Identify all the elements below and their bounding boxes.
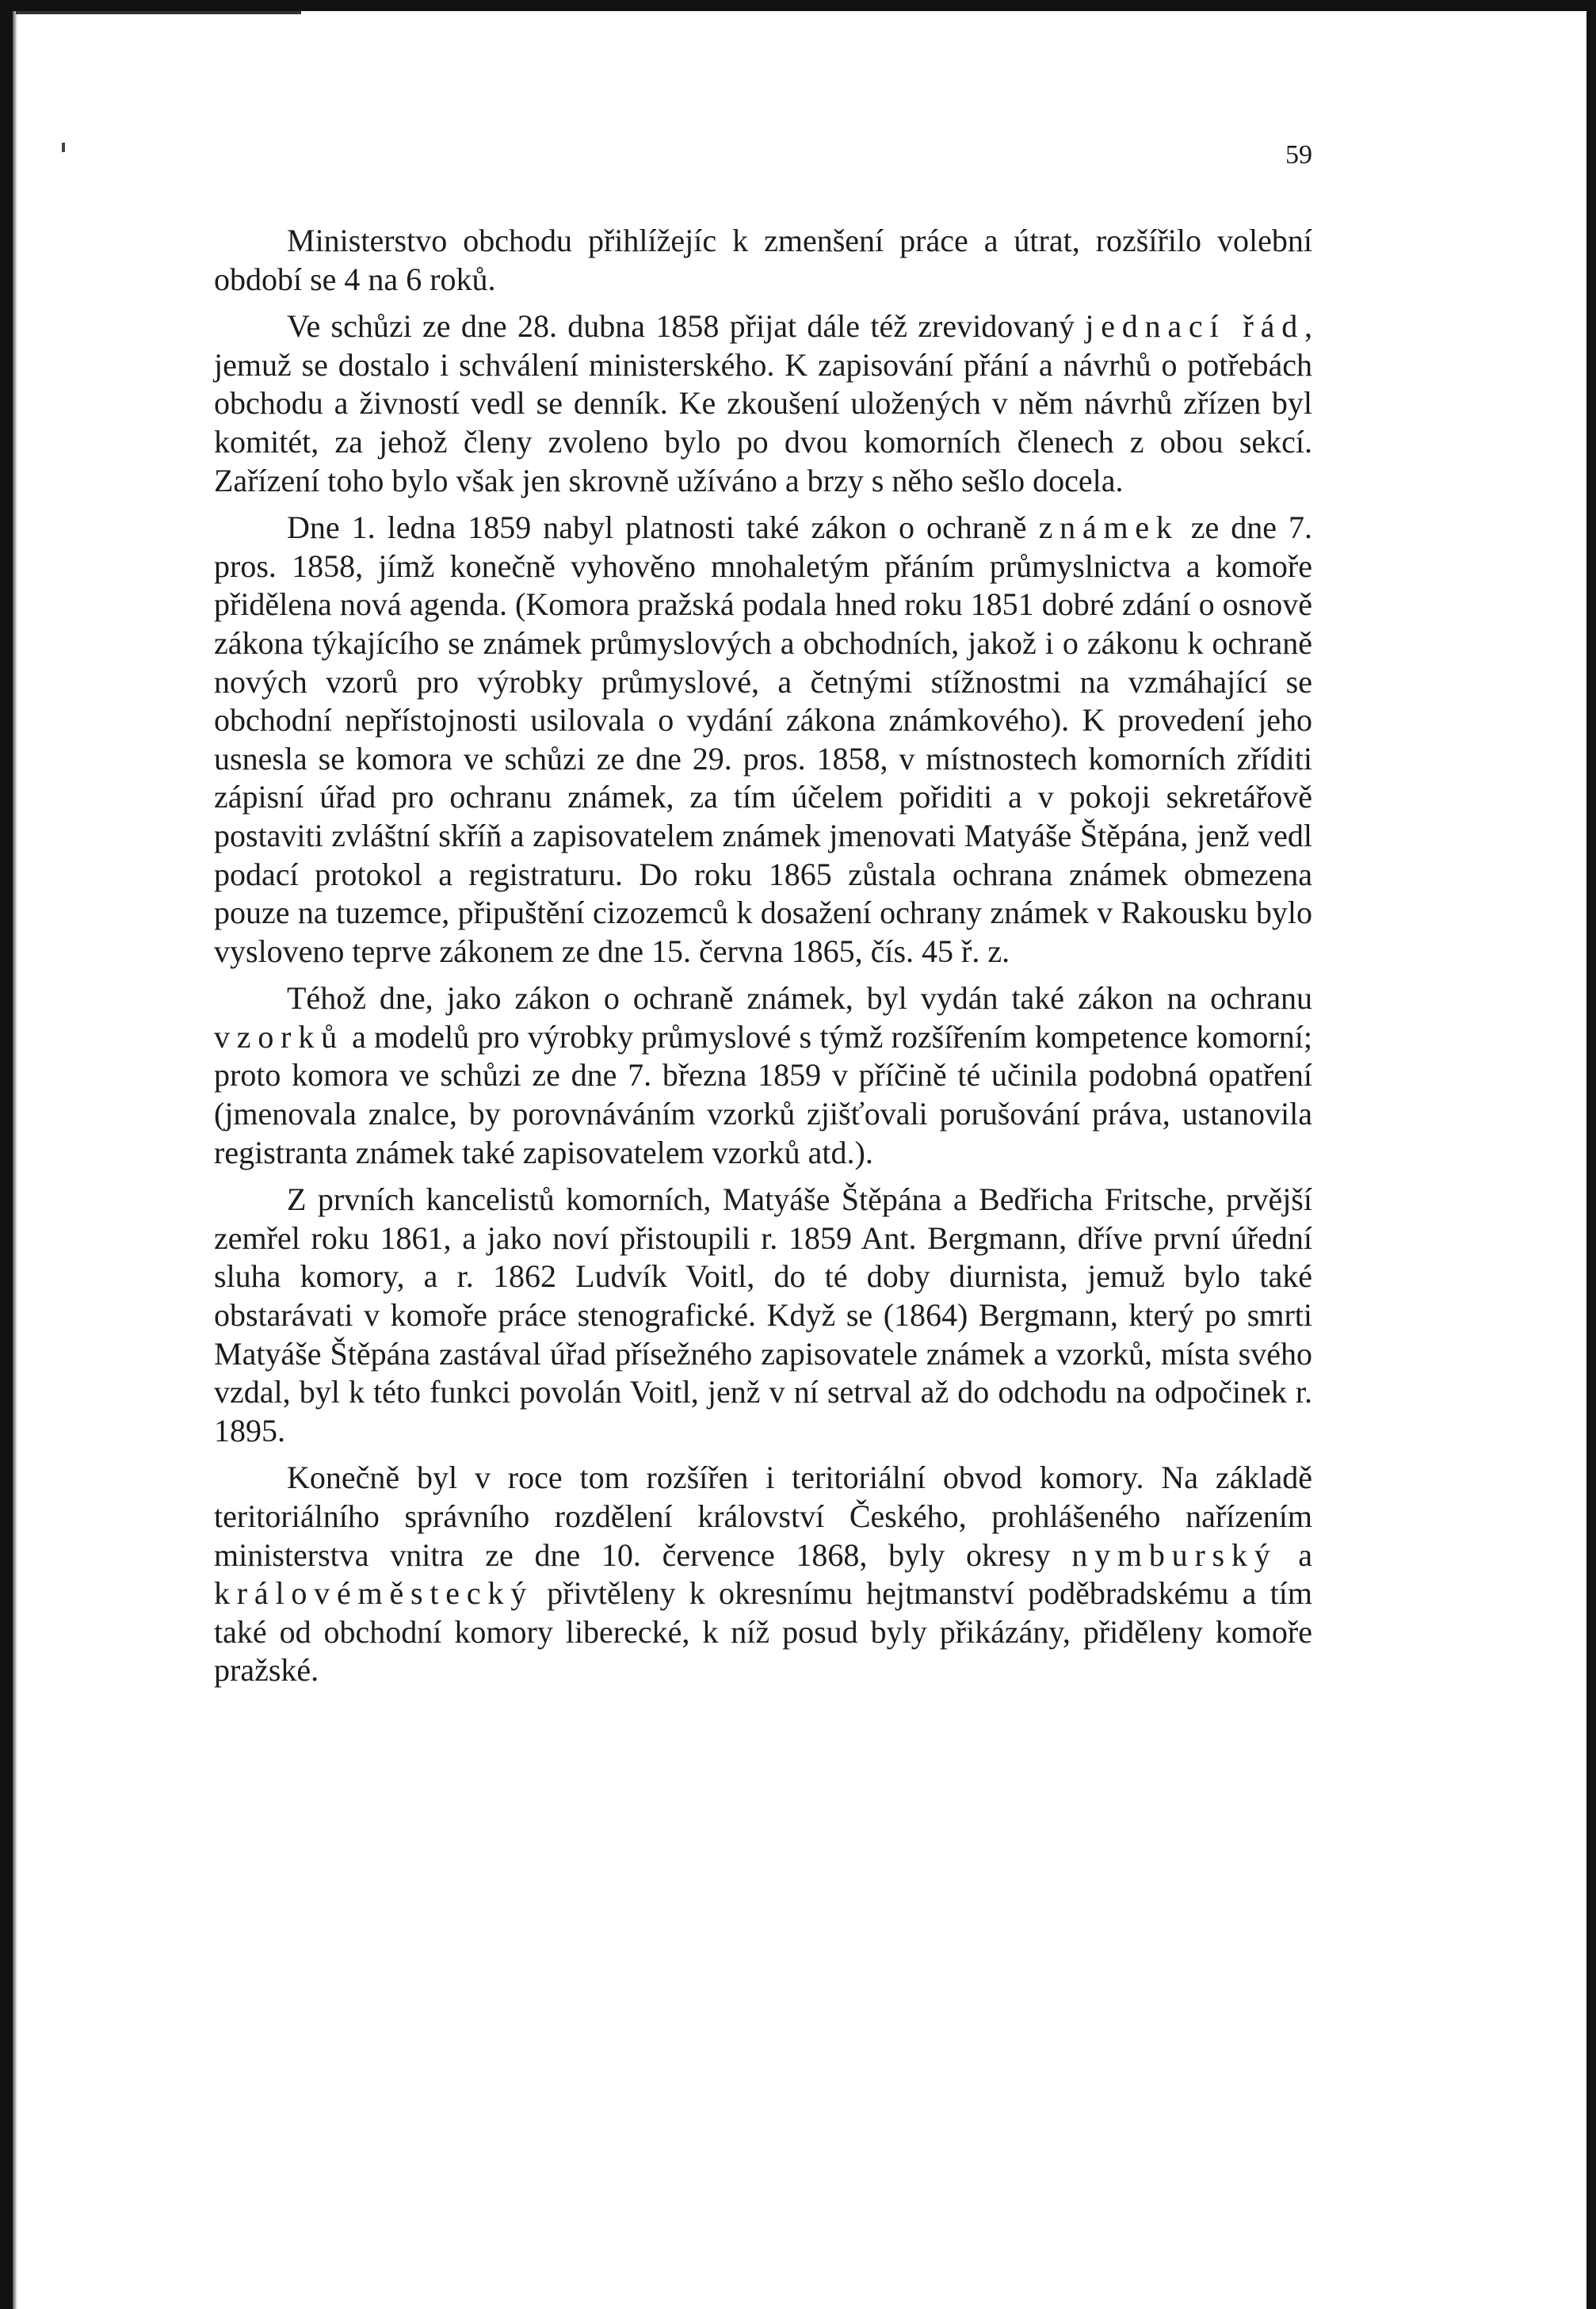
scan-border-top — [0, 0, 1596, 11]
paragraph-text: Téhož dne, jako zákon o ochraně známek, byl vydán také zákon na ochranu — [287, 980, 1312, 1017]
scan-border-left — [0, 0, 13, 2309]
emphasized-term: nymburský — [1071, 1536, 1277, 1573]
paragraph — [214, 509, 1312, 971]
emphasized-term: známek — [1038, 510, 1179, 546]
paragraph-text: přivtěleny k okresnímu hejtmanství poděbradskému a tím také od obchodní komory liberecké, k níž posud byly přikázány, přiděleny komoře pražské. — [214, 1575, 1312, 1689]
paragraph-text: , jemuž se dostalo i schválení ministerského. K zapisování přání a návrhů o potřebách obchodu a živností vedl se denník. Ke zkoušení uložených v něm návrhů zřízen byl komitét, za jehož členy zvoleno bylo po dvou komorních členech z obou sekcí. Zařízení toho bylo však jen skrovně užíváno a brzy s něho sešlo docela. — [214, 308, 1312, 498]
paragraph — [214, 1181, 1312, 1450]
paragraph — [214, 307, 1312, 500]
paragraph-text: Ministerstvo obchodu přihlížejíc k zmenšení práce a útrat, rozšířilo volební období se 4 na 6 roků. — [214, 223, 1312, 297]
scan-corner-mark — [16, 11, 301, 14]
paragraph-text: Ve schůzi ze dne 28. dubna 1858 přijat dále též zrevidovaný — [287, 308, 1086, 345]
paragraph — [214, 1459, 1312, 1690]
scan-shadow-left — [13, 11, 17, 2309]
page-number: 59 — [1285, 140, 1312, 170]
body-text — [214, 222, 1312, 1699]
paragraph-text: Dne 1. ledna 1859 nabyl platnosti také zákon o ochraně — [287, 510, 1039, 546]
emphasized-term: královéměstecký — [214, 1575, 533, 1612]
paragraph-text: Z prvních kancelistů komorních, Matyáše Štěpána a Bedřicha Fritsche, prvější zemřel roku 1861, a jako noví přistoupili r. 1859 Ant. Bergmann, dříve první úřední sluha komory, a r. 1862 Ludvík Voitl, do té doby diurnista, jemuž bylo také obstarávati v komoře práce stenografické. Když se (1864) Bergmann, který po smrti Matyáše Štěpána zastával úřad přísežného zapisovatele známek a vzorků, místa svého vzdal, byl k této funkci povolán Voitl, jenž v ní setrval až do odchodu na odpočinek r. 1895. — [214, 1181, 1312, 1448]
emphasized-term: vzorků — [214, 1018, 344, 1055]
scan-border-right — [1586, 0, 1596, 2309]
emphasized-term: jednací řád — [1085, 308, 1304, 345]
paragraph-text: a — [1277, 1536, 1312, 1573]
paragraph-text: a modelů pro výrobky průmyslové s týmž rozšířením kompetence komorní; proto komora ve schůzi ze dne 7. března 1859 v příčině té učinila podobná opatření (jmenovala znalce, by porovnáváním vzorků zjišťovali porušování práva, ustanovila registranta známek také zapisovatelem vzorků atd.). — [214, 1018, 1312, 1170]
paragraph — [214, 979, 1312, 1172]
paragraph — [214, 222, 1312, 299]
paragraph-text: ze dne 7. pros. 1858, jímž konečně vyhověno mnohaletým přáním průmyslnictva a komoře přidělena nová agenda. (Komora pražská podala hned roku 1851 dobré zdání o osnově zákona týkajícího se známek průmyslových a obchodních, jakož i o zákonu k ochraně nových vzorů pro výrobky průmyslové, a četnými stížnostmi na vzmáhající se obchodní nepřístojnosti usilovala o vydání zákona známkového). K provedení jeho usnesla se komora ve schůzi ze dne 29. pros. 1858, v místnostech komorních zříditi zápisní úřad pro ochranu známek, za tím účelem pořiditi a v pokoji sekretářově postaviti zvláštní skříň a zapisovatelem známek jmenovati Matyáše Štěpána, jenž vedl podací protokol a registraturu. Do roku 1865 zůstala ochrana známek obmezena pouze na tuzemce, připuštění cizozemců k dosažení ochrany známek v Rakousku bylo vysloveno teprve zákonem ze dne 15. června 1865, čís. 45 ř. z. — [214, 510, 1312, 969]
scan-speck — [62, 143, 65, 152]
paragraph-text: Konečně byl v roce tom rozšířen i teritoriální obvod komory. Na základě teritoriálního správního rozdělení království Českého, prohlášeného nařízením ministerstva vnitra ze dne 10. července 1868, byly okresy — [214, 1460, 1312, 1573]
